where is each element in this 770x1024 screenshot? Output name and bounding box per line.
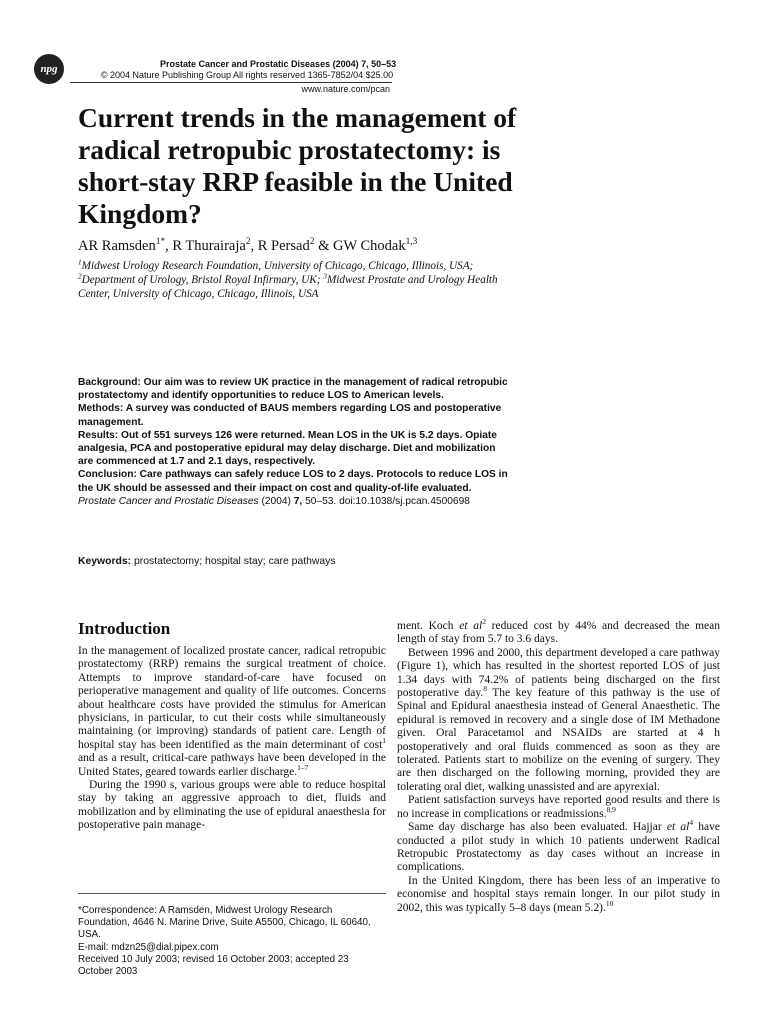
paragraph-text: and as a result, critical-care pathways have been developed in the United States, geared towards earlier discharge. (78, 752, 386, 778)
keywords-text: prostatectomy; hospital stay; care pathways (131, 556, 336, 567)
reference-mark: 1 (382, 736, 386, 746)
paragraph (397, 875, 720, 915)
citation-journal: Prostate Cancer and Prostatic Diseases (78, 495, 259, 507)
paragraph-text: In the United Kingdom, there has been less of an imperative to economise and hospital stays remain longer. In our pilot study in 2002, this was typically 5–8 days (mean 5.2). (397, 874, 720, 914)
et-al: et al (459, 620, 483, 632)
body-column-left (78, 645, 386, 833)
affiliation-number: 2 (78, 272, 82, 281)
paragraph-text: ment. Koch (397, 620, 460, 632)
abstract-results: Results: Out of 551 surveys 126 were returned. Mean LOS in the UK is 5.2 days. Opiate analgesia, PCA and postoperative epidural may delay discharge. Diet and mobilization are commenced at 1.7 and 2.1 days, respectively. (78, 429, 497, 468)
affiliation-number: 1 (78, 258, 82, 267)
abstract-methods: Methods: A survey was conducted of BAUS members regarding LOS and postoperative management. (78, 403, 502, 428)
paragraph (397, 818, 720, 875)
affiliation-text: Midwest Urology Research Foundation, University of Chicago, Chicago, Illinois, USA; (81, 260, 474, 272)
reference-mark: 10 (605, 898, 614, 908)
copyright-line: © 2004 Nature Publishing Group All rights reserved 1365-7852/04 $25.00 (100, 70, 394, 80)
paragraph-text: Between 1996 and 2000, this department developed a care pathway (Figure 1), which has resulted in the shortest reported LOS of just 1.34 days with 74.2% of patients being discharged on the first postoperative day. (397, 646, 720, 700)
author-affiliation-mark: 1,3 (405, 237, 418, 248)
article-title: Current trends in the management of radical retropubic prostatectomy: is short-stay RRP feasible in the United Kingdom? (78, 102, 517, 229)
abstract (78, 376, 508, 508)
footnote-rule (78, 893, 386, 894)
journal-volume: 7, (361, 59, 369, 69)
journal-pages: 50–53 (371, 59, 397, 69)
affiliation-text: Midwest Prostate and Urology Health Center, University of Chicago, Chicago, Illinois, USA (78, 274, 498, 300)
author-list (78, 238, 558, 255)
reference-mark: 8,9 (606, 804, 616, 814)
author-name: AR Ramsden (78, 238, 156, 254)
author-name: , R Persad (250, 238, 310, 254)
reference-mark: 1–7 (297, 762, 309, 772)
affiliation-text: Department of Urology, Bristol Royal Infirmary, UK; (81, 274, 321, 286)
keywords-label: Keywords: (78, 556, 132, 567)
reference-mark: 2 (482, 617, 486, 627)
section-heading-introduction: Introduction (78, 619, 171, 638)
paragraph (397, 794, 720, 821)
citation-year: (2004) (258, 495, 294, 507)
paragraph-text: In the management of localized prostate cancer, radical retropubic prostatectomy (RRP) remains the surgical treatment of choice. Attempts to improve standard-of-care have focused on perioperative management and quality of life outcomes. Concerns about healthcare costs have provided the stimulus for American physicians, in particular, to cut their costs while simultaneously maintaining (or improving) standards of patient care. Length of hospital stay has been identified as the main determinant of cost (78, 645, 386, 751)
email-note: E-mail: mdzn25@dial.pipex.com (78, 941, 219, 953)
paragraph (78, 645, 386, 779)
paragraph-text: have conducted a pilot study in which 10 patients underwent Radical Retropubic Prostatectomy as day cases without an increase in complications. (397, 821, 720, 874)
author-name: & GW Chodak (314, 238, 406, 254)
author-affiliation-mark: 2 (245, 237, 251, 248)
abstract-background: Background: Our aim was to review UK practice in the management of radical retropubic prostatectomy and identify opportunities to reduce LOS to American levels. (78, 377, 508, 402)
journal-url-link[interactable]: www.nature.com/pcan (301, 84, 390, 94)
journal-header-line (160, 59, 397, 69)
reference-mark: 8 (483, 684, 487, 694)
abstract-citation (78, 495, 508, 508)
affiliations (78, 259, 518, 301)
npg-logo: npg (34, 54, 64, 84)
paragraph: During the 1990 s, various groups were able to reduce hospital stay by taking an aggressive approach to diet, fluids and mobilization and by eliminating the use of epidural anaesthesia for postoperative pain manage- (78, 779, 386, 832)
paragraph (397, 617, 721, 647)
journal-name: Prostate Cancer and Prostatic Diseases (2004) (160, 59, 359, 69)
author-name: , R Thurairaja (165, 238, 246, 254)
paragraph-text: Same day discharge has also been evaluated. Hajjar (408, 821, 667, 834)
paragraph-text: The key feature of this pathway is the use of Spinal and Epidural anaesthesia instead of General Anaesthetic. The epidural is removed in recovery and a single dose of IM Methadone given. Oral Paracetamol and NSAIDs are started at 4 h postoperatively and oral fluids commenced as soon as they are tolerated. Patients start to mobilize on the evening of surgery. They are then discharged on the following morning, provided they are tolerating oral diet, walking unassisted and are apyrexial. (397, 687, 720, 793)
paragraph-text: reduced cost by 44% and decreased the mean length of stay from 5.7 to 3.6 days. (397, 620, 721, 646)
author-affiliation-mark: 2 (309, 237, 315, 248)
citation-volume: 7, (293, 495, 303, 507)
keywords (78, 556, 508, 567)
affiliation-number: 3 (323, 272, 327, 281)
author-affiliation-mark: 1* (155, 237, 166, 248)
paragraph (397, 647, 720, 794)
reference-mark: 4 (689, 818, 694, 828)
footnotes (78, 905, 386, 978)
et-al: et al (666, 821, 690, 834)
correspondence-note: *Correspondence: A Ramsden, Midwest Urology Research Foundation, 4646 N. Marine Drive, Suite A5500, Chicago, IL 60640, USA. (78, 905, 371, 941)
citation-doi: 50–53. doi:10.1038/sj.pcan.4500698 (302, 495, 470, 507)
header-rule (70, 82, 392, 83)
received-note: Received 10 July 2003; revised 16 October 2003; accepted 23 October 2003 (78, 953, 349, 978)
paragraph-text: Patient satisfaction surveys have reported good results and there is no increase in complications or readmissions. (397, 794, 720, 820)
body-column-right (397, 617, 721, 915)
abstract-conclusion: Conclusion: Care pathways can safely reduce LOS to 2 days. Protocols to reduce LOS in the UK should be assessed and their impact on cost and quality-of-life evaluated. (78, 469, 508, 494)
